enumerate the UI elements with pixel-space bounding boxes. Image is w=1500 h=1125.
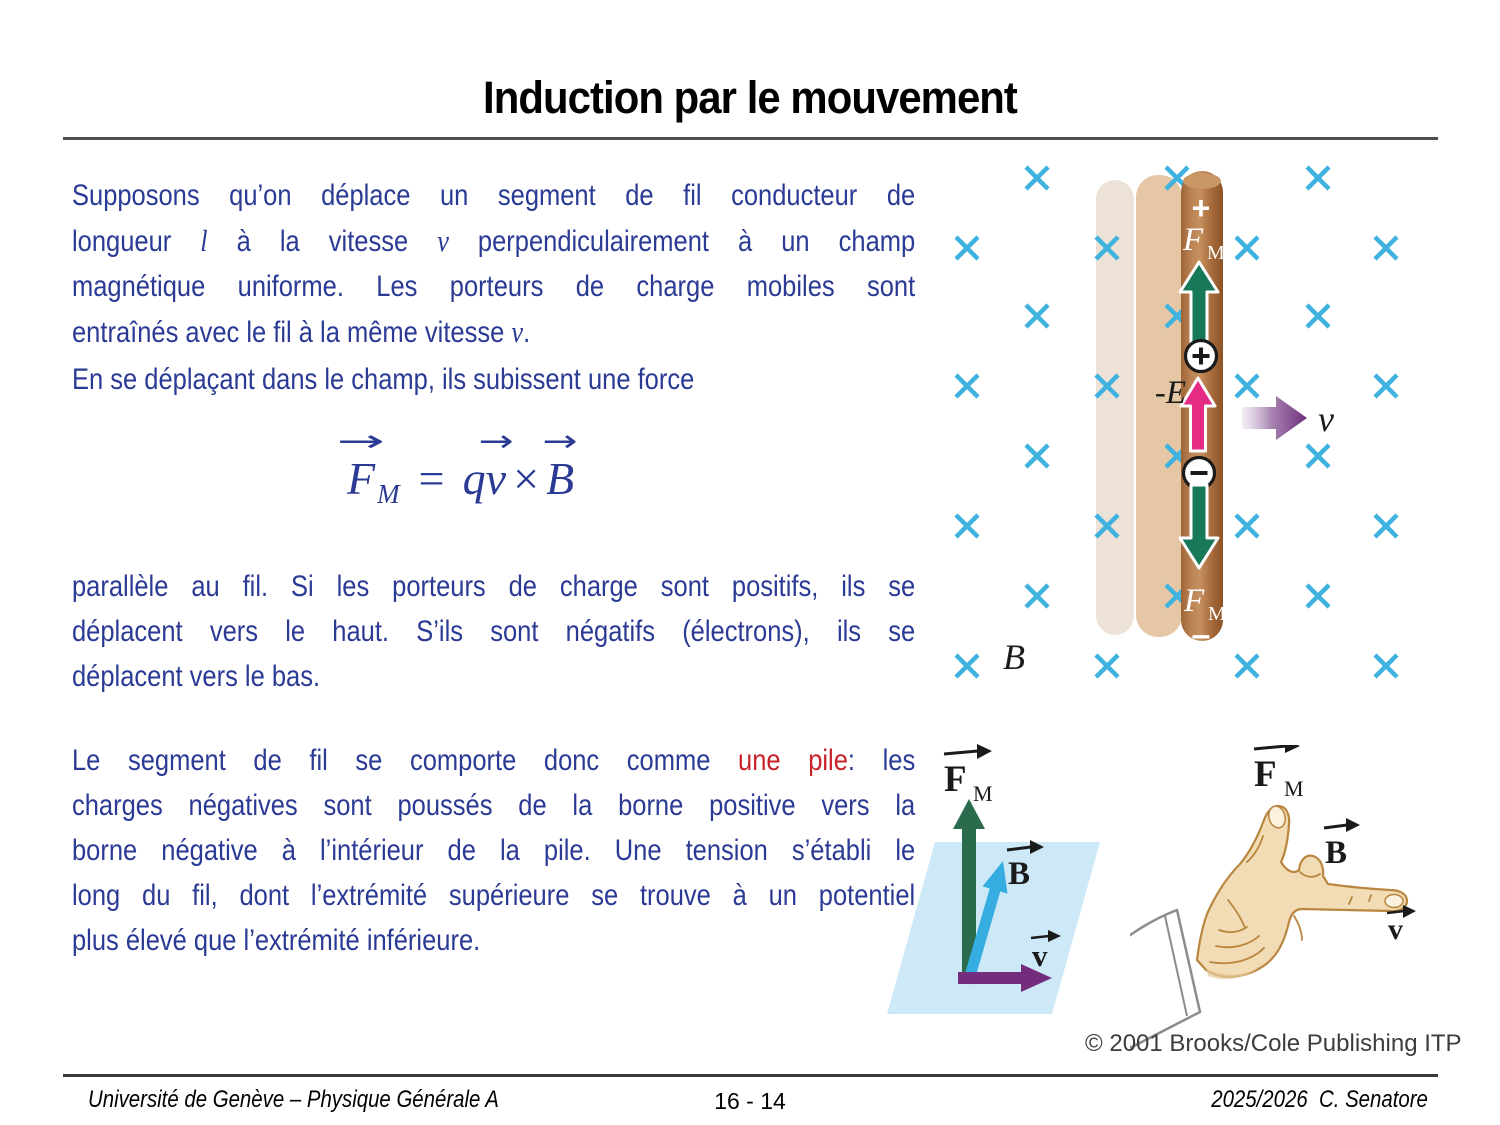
- force-bottom-sub-label: M: [1208, 603, 1226, 625]
- field-cross-icon: [1307, 167, 1329, 189]
- vector-arrow-icon: [1346, 818, 1360, 832]
- vector-arrow-icon: [1403, 905, 1416, 918]
- paragraph-force: [72, 357, 915, 402]
- text-line: entraînés avec le fil à la même vitesse v.: [72, 314, 531, 349]
- footer-divider: [63, 1074, 1438, 1077]
- field-B-label: B: [1003, 637, 1025, 677]
- plus-terminal-label: +: [1191, 190, 1211, 226]
- diagram-rod-in-field: [930, 150, 1410, 695]
- field-cross-icon: [1236, 655, 1258, 677]
- field-cross-icon: [1307, 305, 1329, 327]
- formula-q: q: [462, 453, 486, 504]
- diagram-right-hand-rule: [1130, 745, 1475, 1065]
- rod-ghost-1: [1096, 180, 1134, 635]
- force-top-sub-label: M: [1207, 242, 1225, 264]
- field-cross-icon: [1307, 585, 1329, 607]
- text-line: plus élevé que l’extrémité inférieure.: [72, 924, 481, 957]
- title-divider: [63, 137, 1438, 140]
- svg-text:M: M: [1284, 776, 1304, 801]
- text-line: Supposons qu’on déplace un segment de fil conducteur de: [72, 179, 916, 212]
- formula-cross-product: ×: [513, 453, 540, 504]
- vector-B: → B: [546, 452, 574, 505]
- footer-page-number: 16 - 14: [714, 1088, 786, 1114]
- footer-author: 2025/2026 C. Senatore: [1211, 1086, 1428, 1113]
- paragraph-pile: [72, 738, 915, 963]
- force-label-group: [944, 744, 993, 806]
- force-label-group: [1254, 745, 1304, 801]
- svg-text:F: F: [944, 759, 967, 800]
- text-line: borne négative à l’intérieur de la pile. Une tension s’établi le: [72, 834, 916, 867]
- field-cross-icon: [1375, 375, 1397, 397]
- vector-arrow-icon: [1285, 745, 1300, 753]
- field-cross-icon: [1026, 305, 1048, 327]
- velocity-label: v: [1318, 399, 1334, 439]
- vector-v: → v: [486, 452, 506, 505]
- field-cross-icon: [956, 655, 978, 677]
- field-cross-icon: [1026, 585, 1048, 607]
- formula-equals: =: [415, 453, 447, 504]
- field-label-group: [1324, 818, 1360, 871]
- copyright-notice: © 2001 Brooks/Cole Publishing ITP: [1085, 1030, 1462, 1057]
- field-cross-icon: [1307, 445, 1329, 467]
- paragraph-parallel: [72, 564, 915, 699]
- vector-arrow-icon: [977, 744, 992, 759]
- formula-F-subscript: M: [377, 479, 400, 509]
- text-line: longueur l à la vitesse v perpendiculairement à un champ: [72, 223, 916, 258]
- vector-arrow-icon: →: [542, 424, 578, 459]
- field-cross-icon: [1026, 445, 1048, 467]
- field-cross-icon: [956, 237, 978, 259]
- svg-text:B: B: [1008, 856, 1031, 892]
- formula-lorentz-force: [337, 424, 578, 509]
- field-cross-icon: [1096, 655, 1118, 677]
- text-line: Le segment de fil se comporte donc comme une pile: les: [72, 744, 916, 777]
- paragraph-intro: [72, 173, 915, 355]
- positive-charge-icon: [1186, 341, 1217, 372]
- vector-F: → F: [347, 452, 375, 505]
- text-line: magnétique uniforme. Les porteurs de charge mobiles sont: [72, 270, 916, 303]
- vector-arrow-icon: →: [337, 424, 385, 459]
- text-line: parallèle au fil. Si les porteurs de charge sont positifs, ils se: [72, 570, 916, 603]
- field-cross-icon: [1375, 655, 1397, 677]
- field-cross-icon: [1236, 515, 1258, 537]
- index-nail: [1385, 895, 1403, 908]
- field-cross-icon: [956, 375, 978, 397]
- svg-text:F: F: [1254, 754, 1277, 795]
- field-cross-icon: [1375, 515, 1397, 537]
- force-bottom-label: F: [1184, 583, 1205, 619]
- text-line: En se déplaçant dans le champ, ils subissent une force: [72, 363, 695, 396]
- svg-text:v: v: [1032, 938, 1048, 973]
- footer-institution: Université de Genève – Physique Générale A: [88, 1086, 499, 1113]
- vb-plane: [887, 842, 1100, 1014]
- svg-text:v: v: [1388, 913, 1403, 946]
- minus-terminal-label: –: [1191, 616, 1211, 654]
- text-line: charges négatives sont poussés de la borne positive vers la: [72, 789, 916, 822]
- vector-arrow-icon: →: [478, 424, 514, 459]
- field-cross-icon: [1375, 237, 1397, 259]
- sleeve-cuff: [1130, 910, 1200, 1048]
- electric-field-label: -E: [1154, 375, 1186, 411]
- field-cross-icon: [1236, 237, 1258, 259]
- field-cross-icon: [1236, 375, 1258, 397]
- diagram-vector-triad: [880, 735, 1170, 1025]
- svg-text:B: B: [1325, 835, 1348, 871]
- field-cross-icon: [1026, 167, 1048, 189]
- text-line: long du fil, dont l’extrémité supérieure se trouve à un potentiel: [72, 879, 916, 912]
- text-line: déplacent vers le haut. S’ils sont négatifs (électrons), ils se: [72, 615, 916, 648]
- text-line: déplacent vers le bas.: [72, 660, 321, 693]
- velocity-arrow: [1242, 396, 1307, 440]
- hand-illustration: [1197, 804, 1407, 979]
- force-top-label: F: [1183, 222, 1204, 258]
- page-title: Induction par le mouvement: [483, 72, 1017, 123]
- svg-text:M: M: [973, 781, 993, 806]
- field-cross-icon: [956, 515, 978, 537]
